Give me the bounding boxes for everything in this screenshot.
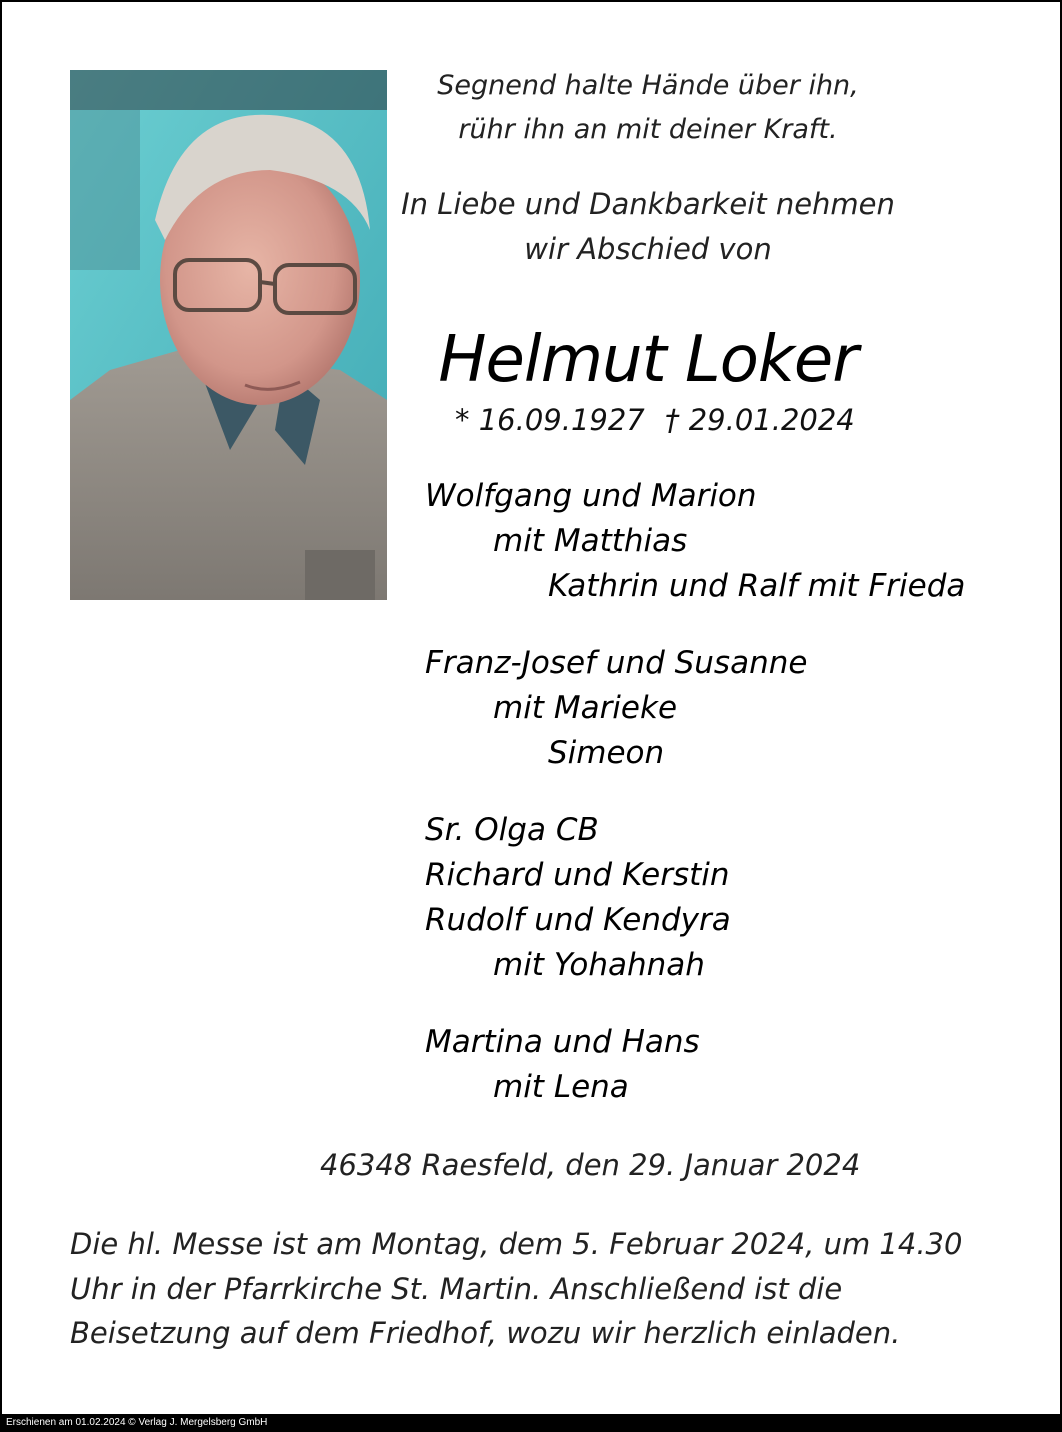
verse-line: Segnend halte Hände über ihn, [437, 70, 859, 101]
mourner-line: mit Lena [493, 1069, 629, 1105]
mourner-line: Richard und Kerstin [425, 857, 730, 893]
intro-line: wir Abschied von [524, 232, 772, 266]
death-date: † 29.01.2024 [665, 403, 855, 437]
deceased-name: Helmut Loker [438, 323, 858, 397]
publication-footer: Erschienen am 01.02.2024 © Verlag J. Mergelsberg GmbH [0, 1414, 1062, 1432]
portrait-photo [70, 70, 387, 600]
mourner-line: Franz-Josef und Susanne [425, 645, 808, 681]
mourner-line: Rudolf und Kendyra [425, 902, 731, 938]
mourner-line: mit Yohahnah [493, 947, 705, 983]
mourner-line: Simeon [548, 735, 665, 771]
mourner-line: mit Marieke [493, 690, 678, 726]
verse-line: rühr ihn an mit deiner Kraft. [458, 114, 838, 145]
birth-date: * 16.09.1927 [455, 403, 645, 437]
mourner-line: mit Matthias [493, 523, 688, 559]
mourner-line: Sr. Olga CB [425, 812, 599, 848]
place-and-date: 46348 Raesfeld, den 29. Januar 2024 [320, 1148, 861, 1182]
farewell-intro [398, 182, 898, 272]
mourner-line: Kathrin und Ralf mit Frieda [548, 568, 966, 604]
verse [398, 64, 898, 152]
mourners-list [425, 474, 965, 1110]
intro-line: In Liebe und Dankbarkeit nehmen [401, 187, 895, 221]
funeral-notice: Die hl. Messe ist am Montag, dem 5. Februar 2024, um 14.30 Uhr in der Pfarrkirche St. Martin. Anschließend ist die Beisetzung auf dem Friedhof, wozu wir herzlich einladen. [70, 1227, 963, 1350]
mourner-line: Martina und Hans [425, 1024, 700, 1060]
mourner-line: Wolfgang und Marion [425, 478, 757, 514]
